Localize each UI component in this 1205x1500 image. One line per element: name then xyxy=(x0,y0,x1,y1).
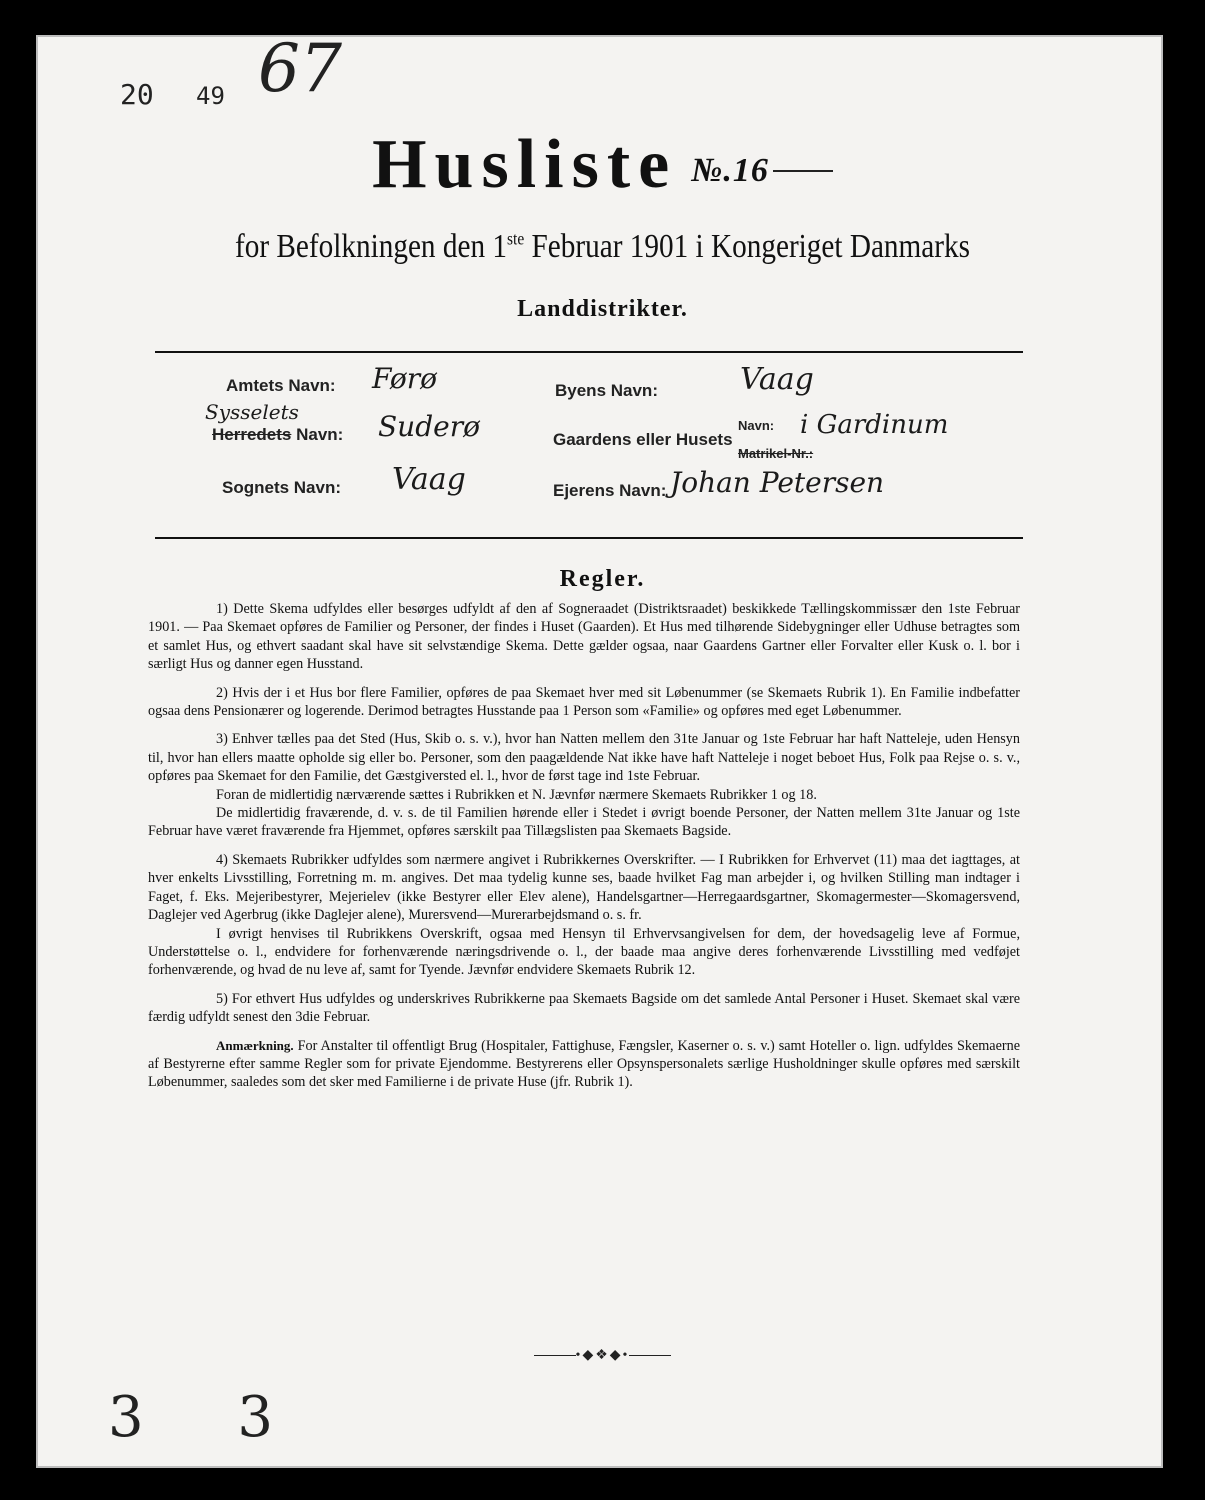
gaard-navn-label: Navn: xyxy=(738,418,775,433)
list-number xyxy=(691,152,769,189)
footer-handwritten-number: 3 3 xyxy=(108,1385,312,1450)
ejer-label: Ejerens Navn: xyxy=(553,481,667,500)
annotation-text: For Anstalter til offentligt Brug (Hospitaler, Fattighuse, Fængsler, Kaserner o. s. v.) samt Hoteller o. lign. udfyldes Skemaerne af Bestyrerne efter samme Regler som for private Ejendomme. Bestyrerens eller Opsynspersonalets særlige Husholdninger skulle opføres med særskilt Løbenummer, saaledes som det sker med Familierne i de private Huse (jfr. Rubrik 1). xyxy=(148,1037,1020,1091)
annotation xyxy=(148,1037,1020,1092)
rule-3b: Foran de midlertidig nærværende sættes i Rubrikken et N. Jævnfør nærmere Skemaets Rubrikker 1 og 18. xyxy=(216,786,817,803)
subtitle-post: Februar 1901 i Kongeriget Danmarks xyxy=(524,228,971,265)
number-prefix: №. xyxy=(691,151,733,189)
amt-value: Førø xyxy=(372,362,437,395)
district-heading: Landdistrikter. xyxy=(517,296,688,322)
number-underline xyxy=(773,170,833,172)
rule-4a: 4) Skemaets Rubrikker udfyldes som nærmere angivet i Rubrikkernes Overskrifter. — I Rubrikken for Erhvervet (11) maa det iagttages, at hver enkelts Livsstilling, Forretning m. m. angives. Det maa tydelig kunne ses, baade hvilket Fag man arbejder i, og hvilken Stilling man indtager i Faget, f. Eks. Mejeribestyrer, Mejerielev (ikke Bestyrer eller Elev alene), Handelsgartner—Herregaardsgartner, Skomagermester—Skomagersvend, Daglejer ved Agerbrug (ikke Daglejer alene), Murersvend—Murerarbejdsmand o. s. fr. xyxy=(148,851,1020,924)
sogn-label: Sognets Navn: xyxy=(222,478,342,497)
title-text: Husliste xyxy=(372,126,678,203)
divider-top xyxy=(155,351,1023,353)
rule-4b: I øvrigt henvises til Rubrikkens Overskrift, ogsaa med Hensyn til Erhvervsangivelsen for dem, der hovedsagelig leve af Formue, Understøttelse o. l., endvidere for forhenværende næringsdrivende o. l., der baade maa angive deres forhenværende Livsstilling med vedføjet forhenværende, og hvad de nu leve af, samt for Tyende. Jævnfør endvidere Skemaets Rubrik 12. xyxy=(148,925,1020,979)
rules-body xyxy=(148,600,1020,1102)
herred-handwritten-correction: Sysselets xyxy=(205,400,299,424)
matrikel-label: Matrikel-Nr.: xyxy=(738,446,814,461)
herred-label-struck: Herredets xyxy=(212,425,292,444)
gaard-navn-value: i Gardinum xyxy=(800,410,949,440)
amt-label: Amtets Navn: xyxy=(226,376,336,395)
by-value: Vaag xyxy=(740,362,814,397)
rule-5: 5) For ethvert Hus udfyldes og underskrives Rubrikkerne paa Skemaets Bagside om det samlede Antal Personer i Huset. Skemaet skal være færdig udfyldt senest den 3die Februar. xyxy=(148,990,1020,1026)
archive-number-1: 20 xyxy=(120,78,154,111)
ornament-divider xyxy=(0,1347,1205,1364)
subtitle-pre: for Befolkningen den 1 xyxy=(234,228,508,265)
form-subtitle xyxy=(84,228,1120,266)
divider-bottom xyxy=(155,537,1023,539)
rule-1: 1) Dette Skema udfyldes eller besørges udfyldt af den af Sogneraadet (Distriktsraadet) beskikkede Tællingskommissær den 1ste Februar 1901. — Paa Skemaet opføres de Familier og Personer, der findes i Huset (Gaarden). Et Hus med tilhørende Sidebygninger eller Udhuse betragtes som et samlet Hus, og ethvert saadant skal have sit selvstændige Skema. Dette gælder ogsaa, naar Gaardens Gartner eller Forvalter eller Kusk o. l. bor i særligt Hus og danner egen Husstand. xyxy=(148,601,1020,673)
form-title xyxy=(0,125,1205,205)
ejer-value: Johan Petersen xyxy=(670,466,885,499)
gaard-label: Gaardens eller Husets xyxy=(553,430,733,449)
number-value: 16 xyxy=(732,151,769,189)
subtitle-sup: ste xyxy=(507,228,525,249)
sogn-value: Vaag xyxy=(392,462,466,497)
herred-value: Suderø xyxy=(378,410,480,443)
herred-label xyxy=(212,425,343,445)
archive-number-handwritten: 67 xyxy=(258,30,342,107)
rules-heading: Regler. xyxy=(559,566,646,592)
rule-2: 2) Hvis der i et Hus bor flere Familier, opføres de paa Skemaet hver med sit Løbenummer (se Skemaets Rubrik 1). En Familie indbefatter ogsaa dens Pensionærer og logerende. Derimod betragtes Husstande paa 1 Person som «Familie» og opføres med eget Løbenummer. xyxy=(148,684,1020,720)
annotation-label: Anmærkning. xyxy=(216,1037,294,1053)
herred-label-rest: Navn: xyxy=(291,425,344,444)
by-label: Byens Navn: xyxy=(555,381,658,400)
archive-number-2: 49 xyxy=(196,82,225,110)
rule-3c: De midlertidig fraværende, d. v. s. de til Familien hørende eller i Stedet i øvrigt boende Personer, der Natten mellem 31te Januar og 1ste Februar have været fraværende fra Hjemmet, opføres særskilt paa Tillægslisten paa Skemaets Bagside. xyxy=(148,805,1020,840)
ornament-glyphs: •◆❖◆• xyxy=(575,1348,630,1363)
rule-3a: 3) Enhver tælles paa det Sted (Hus, Skib o. s. v.), hvor han Natten mellem den 31te Januar og 1ste Februar har haft Natteleje, uden Hensyn til, hvor han ellers maatte opholde sig eller bo. Personer, som den paagældende Nat ikke have haft Natteleje i noget beboet Hus, Folk paa Rejse o. s. v., opføres paa Skemaet for den Familie, det Gæstgiversted el. l., hvor de først tage ind 1ste Februar. xyxy=(148,731,1020,785)
